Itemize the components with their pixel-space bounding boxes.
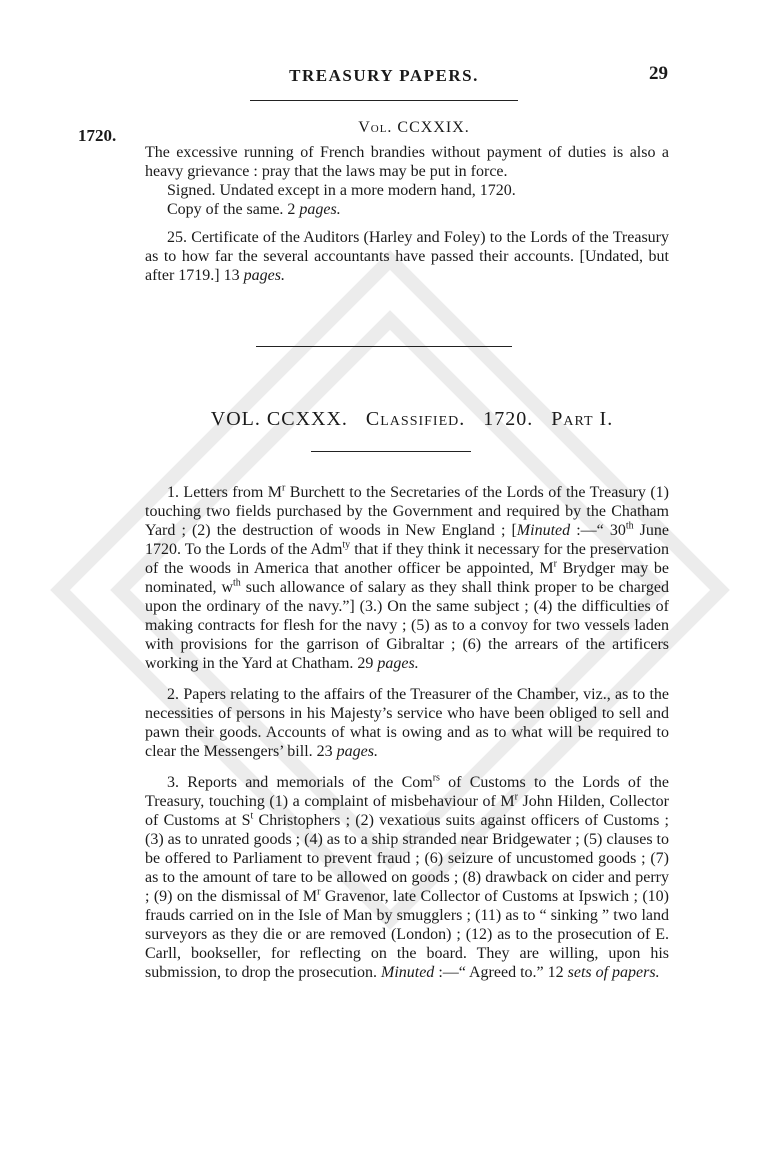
running-header-title: TREASURY PAPERS. (289, 66, 479, 85)
volume-number: VOL. CCXXX. (210, 408, 348, 430)
continuation-paragraph: The excessive running of French brandies without payment of duties is also a heavy grievance : pray that the laws may be put in force. (145, 144, 669, 180)
entries-block (145, 483, 669, 982)
copy-note: Copy of the same. 2 pages. (167, 201, 341, 218)
volume-part: Part I. (551, 408, 614, 430)
signed-note: Signed. Undated except in a more modern hand, 1720. (167, 182, 516, 199)
entry-1: 1. Letters from $M^r$ Burchett to the Secretaries of the Lords of the Treasury (1) touching two fields purchased by the Government and required by the Chatham Yard ; (2) the destruction of woods in New England ; [Minuted :—“ 30th June 1720. To the Lords of the Adm$^{ty}$ that if they think it necessary for the preservation of the woods in America that another officer be appointed, $M^r$ Brydger may be nominated, $w^{th}$ such allowance of salary as they shall think proper to be charged upon the ordinary of the navy.”] (3.) On the same subject ; (4) the difficulties of making contracts for flesh for the navy ; (5) as to a convoy for two vessels laden with provisions for the garrison of Gibraltar ; (6) the arrears of the artificers working in the Yard at Chatham. 29 pages. (145, 482, 670, 672)
heading-underline-rule (311, 451, 471, 452)
volume-year: 1720. (483, 408, 534, 430)
section-divider-rule (256, 346, 512, 347)
entry-2: 2. Papers relating to the affairs of the Treasurer of the Chamber, viz., as to the necessities of persons in his Majesty’s service who have been obliged to sell and pawn their goods. Accounts of what is owing and as to what will be required to clear the Messengers’ bill. 23 pages. (145, 686, 669, 760)
page-number: 29 (649, 63, 668, 84)
previous-volume-subtitle: Vol. CCXXIX. (358, 119, 470, 136)
volume-classified: Classified. (365, 408, 466, 430)
margin-year: 1720. (78, 126, 117, 145)
volume-heading (150, 408, 674, 431)
previous-volume-block (145, 143, 669, 285)
entry-3: 3. Reports and memorials of the Com$^{rs}$ of Customs to the Lords of the Treasury, touching (1) a complaint of misbehaviour of $M^r$ John Hilden, Collector of Customs at $S^t$ Christophers ; (2) vexatious suits against officers of Customs ; (3) as to unrated goods ; (4) as to a ship stranded near Bridgewater ; (5) clauses to be offered to Parliament to prevent fraud ; (6) seizure of uncustomed goods ; (7) as to the amount of tare to be allowed on goods ; (8) drawback on cider and perry ; (9) on the dismissal of $M^r$ Gravenor, late Collector of Customs at Ipswich ; (10) frauds carried on in the Isle of Man by smugglers ; (11) as to “ sinking ” two land surveyors as they die or are removed (London) ; (12) as to the prosecution of E. Carll, bookseller, for reflecting on the board. They are willing, upon his submission, to drop the prosecution. Minuted :—“ Agreed to.” 12 sets of papers. (145, 772, 670, 981)
item-25-paragraph: 25. Certificate of the Auditors (Harley and Foley) to the Lords of the Treasury as to how far the several accountants have passed their accounts. [Undated, but after 1719.] 13 pages. (145, 229, 669, 284)
header-rule (250, 100, 518, 101)
